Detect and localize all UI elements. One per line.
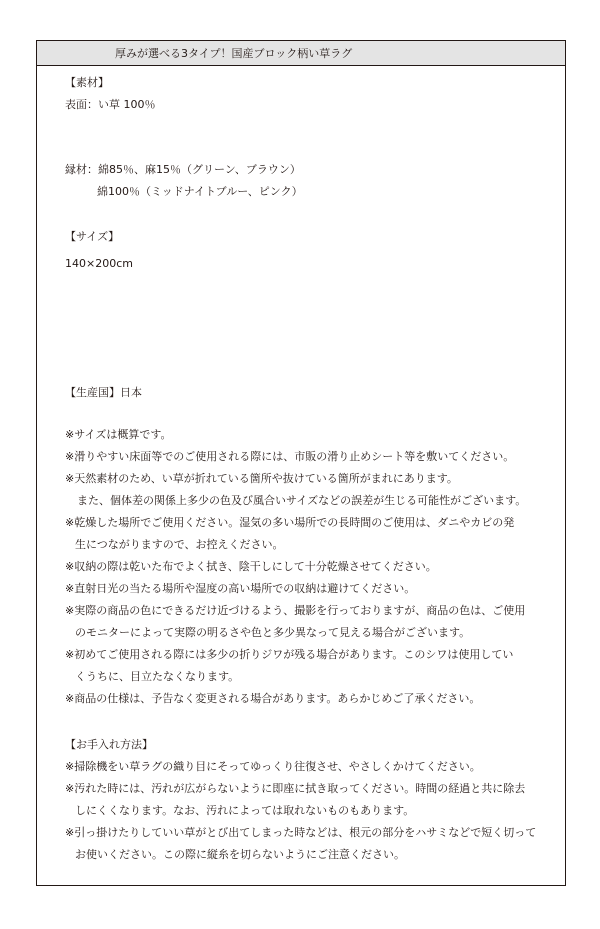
material-heading: 【素材】 xyxy=(65,76,109,89)
care-line: ※掃除機をい草ラグの織り目にそってゆっくり往復させ、やさしくかけてください。 xyxy=(65,760,481,773)
note-line: ※実際の商品の色にできるだけ近づけるよう、撮影を行っておりますが、商品の色は、ご使用 xyxy=(65,604,526,617)
note-line: のモニターによって実際の明るさや色と多少異なって見える場合がございます。 xyxy=(75,626,471,639)
origin-text: 【生産国】日本 xyxy=(65,386,142,399)
note-line: ※滑りやすい床面等でのご使用される際には、市販の滑り止めシート等を敷いてください。 xyxy=(65,450,515,463)
care-heading: 【お手入れ方法】 xyxy=(65,738,153,751)
material-edge-1: 縁材：綿85％、麻15％（グリーン、ブラウン） xyxy=(65,163,301,176)
note-line: ※乾燥した場所でご使用ください。湿気の多い場所での長時間のご使用は、ダニやカビの発 xyxy=(65,516,515,529)
size-heading: 【サイズ】 xyxy=(65,230,120,243)
note-line: ※サイズは概算です。 xyxy=(65,428,172,441)
care-line: お使いください。この際に縦糸を切らないようにご注意ください。 xyxy=(75,848,405,861)
note-line: ※収納の際は乾いた布でよく拭き、陰干しにして十分乾燥させてください。 xyxy=(65,560,437,573)
note-line: くうちに、目立たなくなります。 xyxy=(75,670,240,683)
note-line: ※直射日光の当たる場所や湿度の高い場所での収納は避けてください。 xyxy=(65,582,416,595)
note-line: ※商品の仕様は、予告なく変更される場合があります。あらかじめご了承ください。 xyxy=(65,692,481,705)
note-line: ※初めてご使用される際には多少の折りジワが残る場合があります。このシワは使用してい xyxy=(65,648,514,661)
size-value: 140×200cm xyxy=(65,257,133,270)
care-line: ※引っ掛けたりしていい草がとび出てしまった時などは、根元の部分をハサミなどで短く切って xyxy=(65,826,537,839)
care-line: しにくくなります。なお、汚れによっては取れないものもあります。 xyxy=(75,804,415,817)
material-surface: 表面：い草 100％ xyxy=(65,98,156,111)
spec-panel xyxy=(36,40,566,886)
note-line: また、個体差の関係上多少の色及び風合いサイズなどの誤差が生じる可能性がございます。 xyxy=(77,494,527,507)
note-line: ※天然素材のため、い草が折れている箇所や抜けている箇所がまれにあります。 xyxy=(65,472,458,485)
material-edge-2: 綿100％（ミッドナイトブルー、ピンク） xyxy=(97,185,303,198)
care-line: ※汚れた時には、汚れが広がらないように即座に拭き取ってください。時間の経過と共に除去 xyxy=(65,782,526,795)
page-title: 厚みが選べる3タイプ！国産ブロック柄い草ラグ xyxy=(37,41,565,66)
note-line: 生につながりますので、お控えください。 xyxy=(75,538,284,551)
